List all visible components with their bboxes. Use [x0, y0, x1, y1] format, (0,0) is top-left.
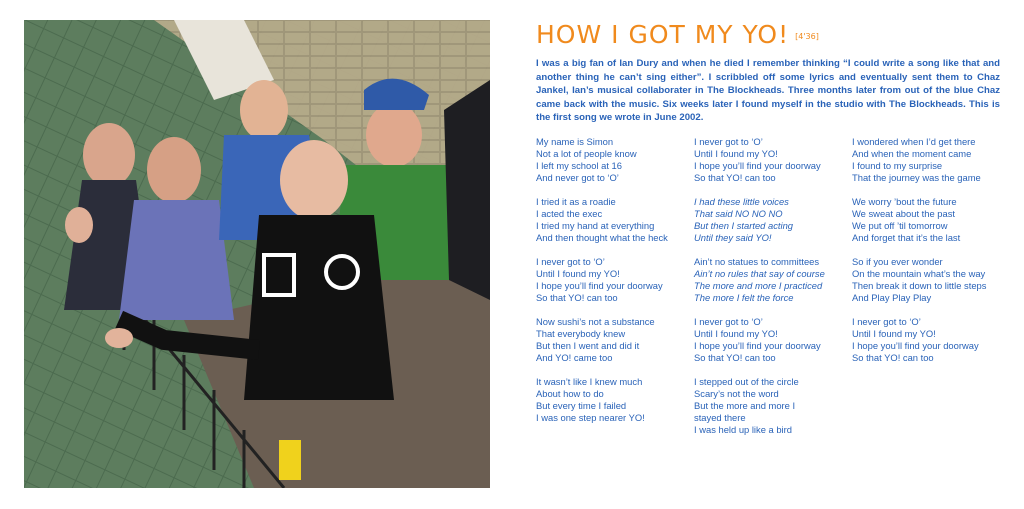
lyrics-line: And never got to ‘O’: [536, 172, 619, 183]
lyrics-line: stayed there: [694, 412, 746, 423]
song-title-text: HOW I GOT MY YO!: [536, 20, 790, 49]
lyrics-line: I hope you’ll find your doorway: [536, 280, 663, 291]
lyrics-line: Ain’t no rules that say of course: [694, 268, 825, 279]
song-title: [536, 20, 819, 49]
lyrics-line: I stepped out of the circle: [694, 376, 799, 387]
lyrics-line: On the mountain what’s the way: [852, 268, 986, 279]
lyrics-line: We sweat about the past: [852, 208, 956, 219]
lyrics-line: Now sushi’s not a substance: [536, 316, 655, 327]
lyrics-stanza: [694, 136, 844, 184]
lyrics-line: That the journey was the game: [852, 172, 981, 183]
lyrics-line: Until I found my YO!: [536, 268, 620, 279]
lyrics-line: I never got to ‘O’: [852, 316, 921, 327]
lyrics-column-3: [852, 136, 1002, 376]
lyrics-line: Until they said YO!: [694, 232, 772, 243]
lyrics-stanza: [536, 376, 686, 424]
lyrics-line: And forget that it’s the last: [852, 232, 961, 243]
lyrics-line: I acted the exec: [536, 208, 603, 219]
lyrics-line: It wasn’t like I knew much: [536, 376, 643, 387]
lyrics-line: I had these little voices: [694, 196, 789, 207]
lyrics-line: I hope you’ll find your doorway: [694, 160, 821, 171]
song-intro: I was a big fan of Ian Dury and when he died I remember thinking “I could write a song like that and another thing he can’t sing either”. I scribbled off some lyrics and eventually sent them to Chaz Jankel, Ian’s musical collaborater in The Blockheads. Three months later from out of the blue Chaz came back with the music. Six weeks later I found myself in the studio with The Blockheads. This is the first song we wrote in June 2002.: [536, 58, 1000, 124]
lyrics-line: I left my school at 16: [536, 160, 622, 171]
band-photo-illustration: [24, 20, 490, 488]
lyrics-line: Not a lot of people know: [536, 148, 637, 159]
lyrics-stanza: [694, 376, 844, 436]
lyrics-line: And then thought what the heck: [536, 232, 668, 243]
lyrics-line: I hope you’ll find your doorway: [694, 340, 821, 351]
lyrics-column-2: [694, 136, 844, 448]
lyrics-line: I never got to ‘O’: [536, 256, 605, 267]
lyrics-line: So that YO! can too: [694, 172, 776, 183]
lyrics-line: I found to my surprise: [852, 160, 943, 171]
lyrics-line: Until I found my YO!: [852, 328, 936, 339]
lyrics-line: So that YO! can too: [536, 292, 618, 303]
lyrics-line: Scary’s not the word: [694, 388, 779, 399]
lyrics-line: Until I found my YO!: [694, 328, 778, 339]
lyrics-line: That everybody knew: [536, 328, 626, 339]
lyrics-line: Until I found my YO!: [694, 148, 778, 159]
lyrics-stanza: [536, 256, 686, 304]
lyrics-line: I tried my hand at everything: [536, 220, 655, 231]
lyrics-line: But every time I failed: [536, 400, 627, 411]
lyrics-line: And Play Play Play: [852, 292, 932, 303]
lyrics-column-1: [536, 136, 686, 436]
lyrics-line: My name is Simon: [536, 136, 614, 147]
lyrics-line: That said NO NO NO: [694, 208, 783, 219]
lyrics-line: And when the moment came: [852, 148, 972, 159]
lyrics-stanza: [852, 196, 1002, 244]
lyrics-stanza: [694, 256, 844, 304]
lyrics-line: So if you ever wonder: [852, 256, 943, 267]
lyrics-line: I never got to ‘O’: [694, 316, 763, 327]
lyrics-line: About how to do: [536, 388, 604, 399]
lyrics-line: And YO! came too: [536, 352, 613, 363]
lyrics-line: But then I went and did it: [536, 340, 640, 351]
lyrics-line: I was held up like a bird: [694, 424, 792, 435]
lyrics-stanza: [536, 136, 686, 184]
lyrics-line: But the more and more I: [694, 400, 796, 411]
lyrics-line: So that YO! can too: [694, 352, 776, 363]
lyrics-stanza: [852, 136, 1002, 184]
lyrics-line: But then I started acting: [694, 220, 794, 231]
lyrics-line: I hope you’ll find your doorway: [852, 340, 979, 351]
lyrics-line: So that YO! can too: [852, 352, 934, 363]
lyrics-line: I was one step nearer YO!: [536, 412, 645, 423]
lyrics-line: I tried it as a roadie: [536, 196, 616, 207]
lyrics-line: The more I felt the force: [694, 292, 794, 303]
lyrics-line: Then break it down to little steps: [852, 280, 987, 291]
song-duration: [4'36]: [795, 32, 819, 41]
lyrics-stanza: [852, 316, 1002, 364]
lyrics-line: We put off ’til tomorrow: [852, 220, 948, 231]
band-photo: [24, 20, 490, 488]
lyrics-stanza: [694, 316, 844, 364]
lyrics-line: Ain’t no statues to committees: [694, 256, 820, 267]
lyrics-stanza: [536, 196, 686, 244]
lyrics-stanza: [852, 256, 1002, 304]
lyrics-stanza: [694, 196, 844, 244]
lyrics-line: We worry ’bout the future: [852, 196, 957, 207]
lyrics-line: The more and more I practiced: [694, 280, 823, 291]
lyrics-stanza: [536, 316, 686, 364]
lyrics-line: I never got to ‘O’: [694, 136, 763, 147]
lyrics-line: I wondered when I’d get there: [852, 136, 976, 147]
